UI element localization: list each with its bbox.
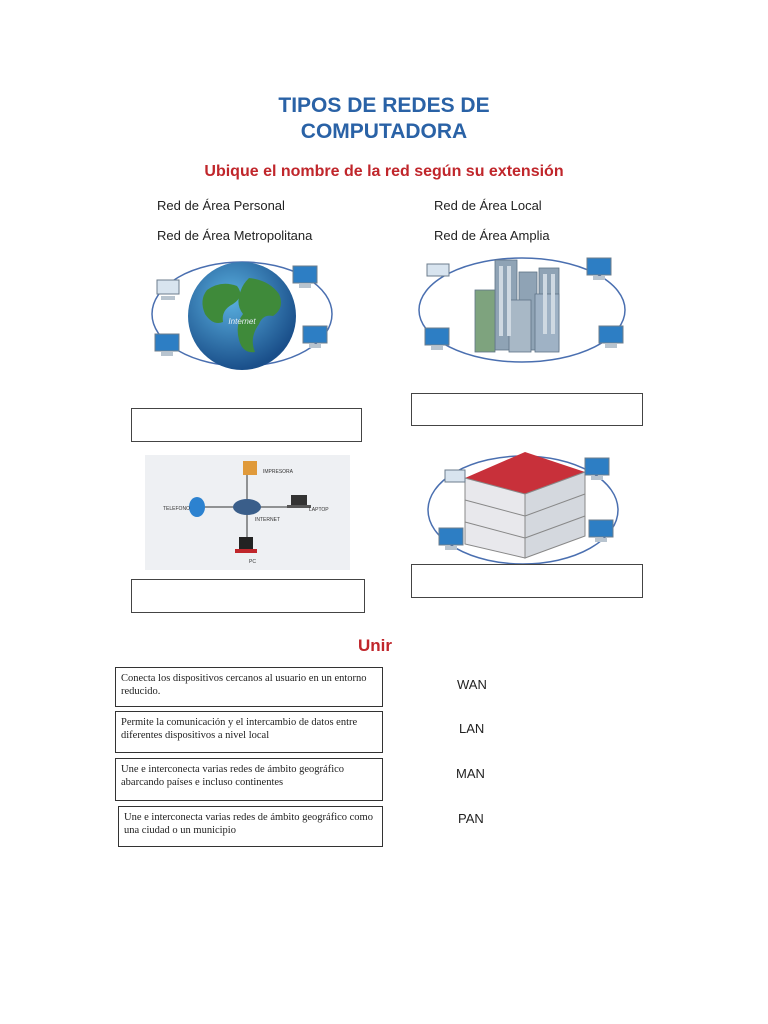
match-description-3[interactable]: Une e interconecta varias redes de ámbito geográfico abarcando países e incluso continentes xyxy=(115,758,383,801)
page-title-line1: TIPOS DE REDES DE xyxy=(278,94,490,117)
answer-box-1[interactable] xyxy=(131,408,362,442)
building-network-image xyxy=(425,448,625,570)
option-local: Red de Área Local xyxy=(434,198,542,213)
pan-phone-label: TELEFONO xyxy=(163,506,190,512)
answer-box-2[interactable] xyxy=(411,393,643,426)
match-label-man[interactable]: MAN xyxy=(456,766,485,781)
globe-network-image xyxy=(145,252,345,372)
option-metropolitana: Red de Área Metropolitana xyxy=(157,228,313,243)
instruction-heading: Ubique el nombre de la red según su extensión xyxy=(204,163,564,180)
answer-box-4[interactable] xyxy=(411,564,643,598)
option-amplia: Red de Área Amplia xyxy=(434,228,550,243)
pan-printer-label: IMPRESORA xyxy=(263,469,294,475)
match-description-4[interactable]: Une e interconecta varias redes de ámbito geográfico como una ciudad o un municipio xyxy=(118,806,383,847)
match-label-wan[interactable]: WAN xyxy=(457,677,487,692)
pan-internet-label: INTERNET xyxy=(255,517,280,523)
match-description-1[interactable]: Conecta los dispositivos cercanos al usuario en un entorno reducido. xyxy=(115,667,383,707)
pan-pc-label: PC xyxy=(249,559,256,565)
answer-box-3[interactable] xyxy=(131,579,365,613)
match-label-pan[interactable]: PAN xyxy=(458,811,484,826)
globe-text: Internet xyxy=(228,317,256,326)
match-label-lan[interactable]: LAN xyxy=(459,721,485,736)
city-network-image xyxy=(415,250,630,370)
pan-laptop-label: LAPTOP xyxy=(309,507,329,513)
pan-network-image xyxy=(145,455,350,570)
match-description-2[interactable]: Permite la comunicación y el intercambio de datos entre diferentes dispositivos a nivel local xyxy=(115,711,383,753)
match-heading: Unir xyxy=(358,636,392,655)
option-personal: Red de Área Personal xyxy=(157,198,285,213)
page-title-line2: COMPUTADORA xyxy=(300,120,468,143)
